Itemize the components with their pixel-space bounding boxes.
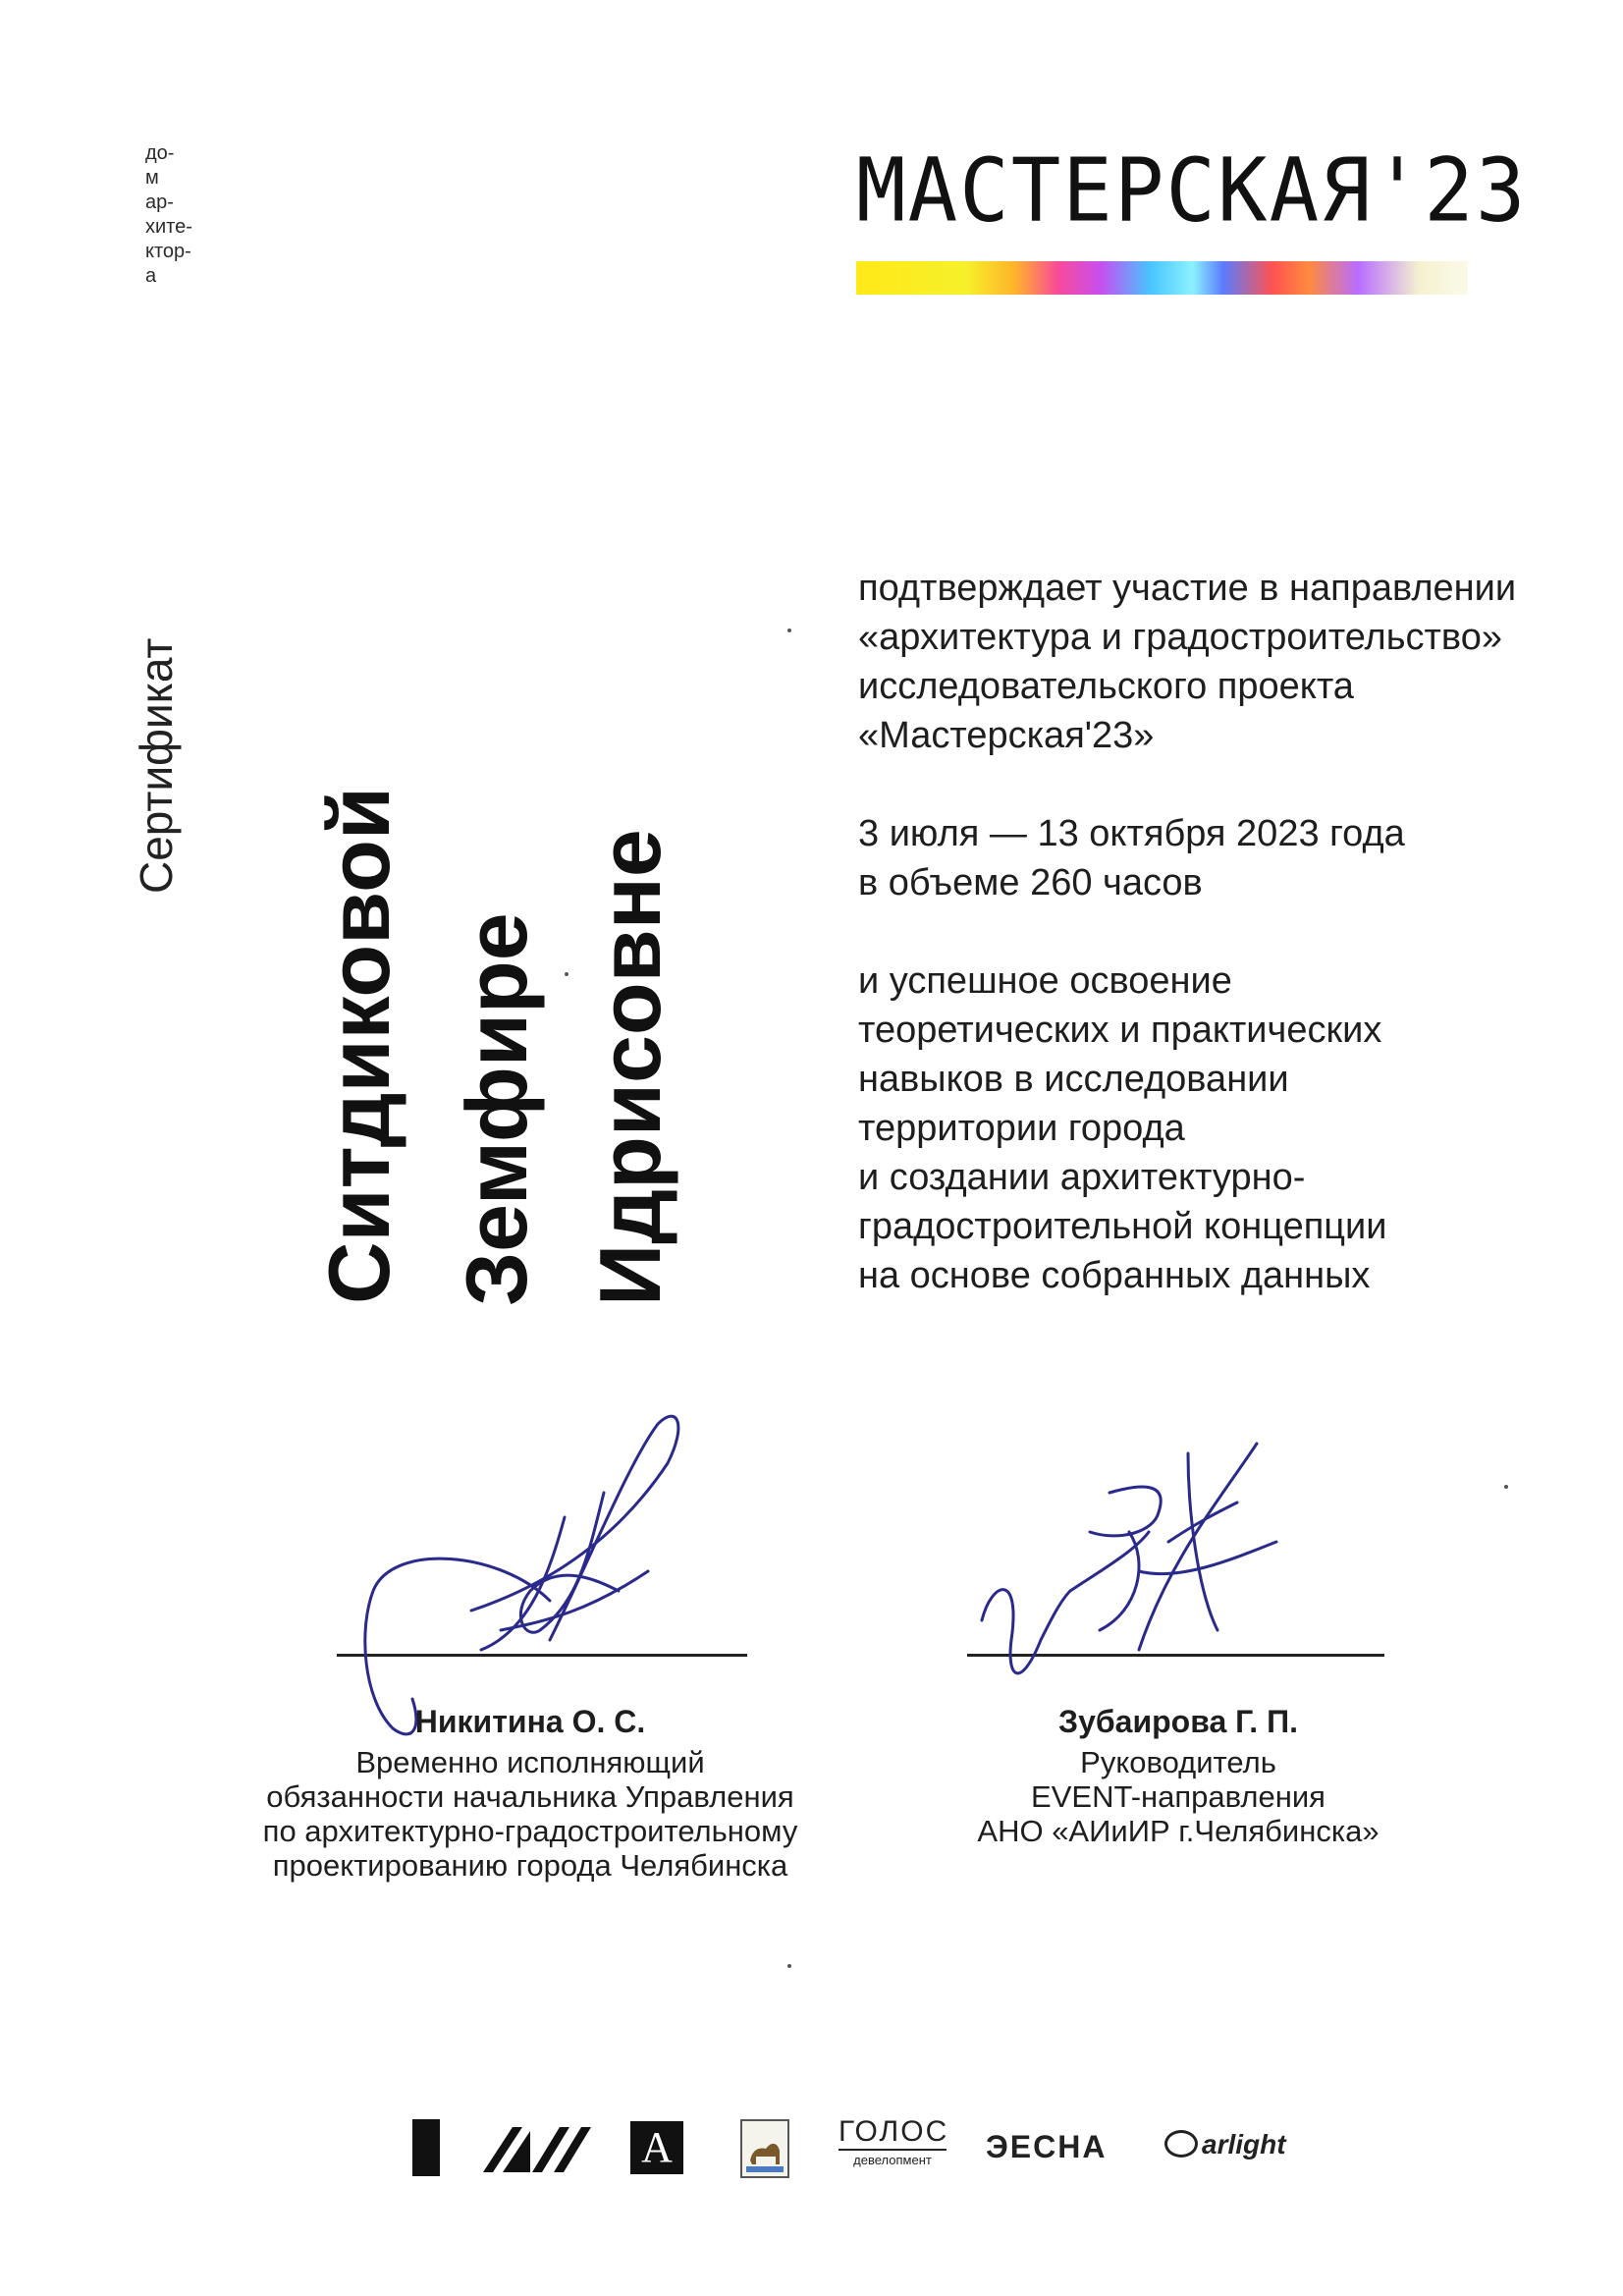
body-line: подтверждает участие в направлении bbox=[858, 568, 1517, 609]
body-line: 3 июля — 13 октября 2023 года bbox=[858, 813, 1405, 854]
dom-arkhitektora-logo: до- м ар- хите- ктор- а bbox=[145, 142, 192, 287]
body-line: на основе собранных данных bbox=[858, 1255, 1371, 1296]
partner-a-logo: A bbox=[630, 2121, 683, 2174]
body-line: «архитектура и градостроительство» bbox=[858, 617, 1502, 658]
brand-block bbox=[856, 139, 1528, 295]
body-line: градостроительной концепции bbox=[858, 1206, 1387, 1247]
signer-title-line: по архитектурно-градостроительному bbox=[262, 1814, 798, 1848]
body-line: «Мастерская'23» bbox=[858, 715, 1155, 756]
body-line: навыков в исследовании bbox=[858, 1059, 1289, 1100]
participation-paragraph bbox=[858, 564, 1604, 760]
signer-title-line: проектированию города Челябинска bbox=[272, 1848, 788, 1883]
signer-name: Никитина О. С. bbox=[414, 1704, 646, 1739]
scan-dot bbox=[787, 1964, 791, 1968]
signer-name: Зубаирова Г. П. bbox=[1058, 1704, 1298, 1739]
scan-dot bbox=[565, 972, 568, 976]
signer-right bbox=[913, 1705, 1443, 1848]
body-line: и создании архитектурно- bbox=[858, 1157, 1306, 1198]
partner-arlight-logo bbox=[1164, 2129, 1286, 2160]
scan-dot bbox=[1504, 1485, 1508, 1489]
signer-title-line: EVENT-направления bbox=[1031, 1779, 1325, 1814]
skills-paragraph bbox=[858, 957, 1604, 1300]
partner-vesna-logo: ЭЕСНА bbox=[986, 2129, 1108, 2164]
body-line: и успешное освоение bbox=[858, 960, 1232, 1002]
body-line: исследовательского проекта bbox=[858, 666, 1354, 707]
brand-gradient-bar bbox=[856, 261, 1468, 295]
body-line: теоретических и практических bbox=[858, 1010, 1382, 1051]
recipient-surname: Ситдиковой bbox=[310, 787, 407, 1304]
signature-right bbox=[962, 1424, 1335, 1719]
body-line: в объеме 260 часов bbox=[858, 862, 1203, 903]
recipient-patronymic: Идрисовне bbox=[581, 829, 678, 1306]
signer-title-line: Временно исполняющий bbox=[355, 1745, 705, 1779]
body-line: территории города bbox=[858, 1108, 1185, 1149]
signer-title-line: обязанности начальника Управления bbox=[266, 1779, 794, 1814]
certificate-body bbox=[858, 564, 1604, 1349]
partner-golos-logo bbox=[839, 2115, 947, 2170]
signer-title-line: АНО «АИиИР г.Челябинска» bbox=[977, 1814, 1380, 1848]
partner-aar-logo bbox=[483, 2125, 593, 2174]
brand-title: МАСТЕРСКАЯ'23 bbox=[856, 139, 1528, 242]
certificate-word: Сертификат bbox=[131, 637, 182, 894]
partner-logos bbox=[406, 2111, 1339, 2180]
golos-title: ГОЛОС bbox=[839, 2115, 947, 2151]
scan-dot bbox=[787, 629, 791, 632]
arlight-icon bbox=[1164, 2130, 1198, 2158]
arlight-text: arlight bbox=[1202, 2129, 1286, 2159]
chelyabinsk-crest-logo bbox=[740, 2119, 789, 2178]
dates-paragraph bbox=[858, 809, 1604, 907]
signer-title-line: Руководитель bbox=[1080, 1745, 1276, 1779]
signer-left bbox=[196, 1705, 864, 1883]
partner-bar-logo bbox=[412, 2119, 440, 2176]
golos-subtitle: девелопмент bbox=[853, 2153, 932, 2167]
recipient-first-name: Земфире bbox=[448, 912, 545, 1306]
